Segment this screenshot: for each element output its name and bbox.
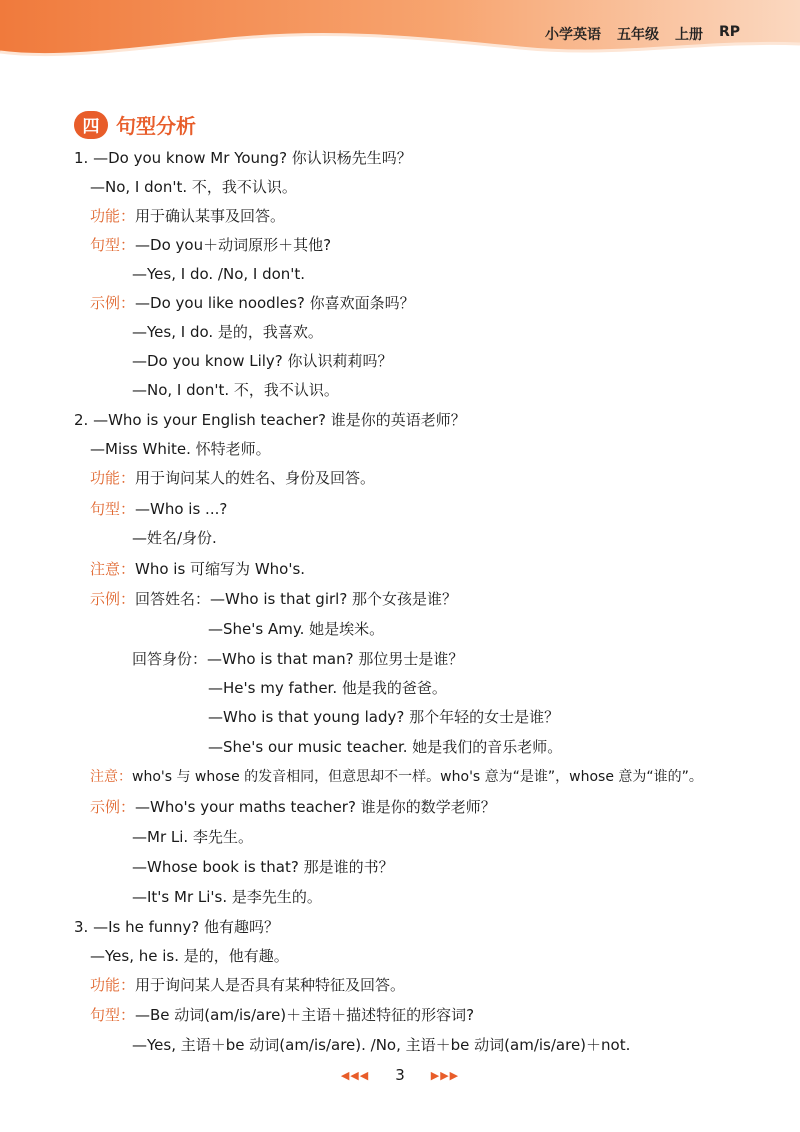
function-label: 功能： [90, 469, 136, 487]
item1-example [90, 293, 415, 313]
item2-example-identity-line2: —He's my father. 他是我的爸爸。 [208, 679, 447, 697]
item2-example2-line4: —It's Mr Li's. 是李先生的。 [132, 888, 322, 906]
item2-pattern-line2: —姓名/身份. [132, 529, 217, 547]
edition-label: RP [718, 24, 740, 40]
section-heading [74, 110, 196, 139]
subject-label: 小学英语 [544, 27, 601, 43]
item2-example2-line2: —Mr Li. 李先生。 [132, 828, 253, 846]
item1-function-text: 用于确认某事及回答。 [135, 207, 286, 225]
item2-note2-text: who's 与 whose 的发音相同，但意思却不一样。who's 意为“是谁”，whose 意为“谁的”。 [132, 769, 703, 785]
function-label: 功能： [90, 207, 136, 225]
item2-pattern-line1: —Who is ...? [135, 500, 228, 518]
item2-answer: —Miss White. 怀特老师。 [90, 440, 271, 458]
item1-example-line1: —Do you like noodles? 你喜欢面条吗？ [135, 294, 415, 312]
item2-pattern [90, 499, 227, 519]
item2-example-identity-line3: —Who is that young lady? 那个年轻的女士是谁？ [208, 708, 560, 726]
item2-example2 [90, 797, 496, 817]
item1-example-line2: —Yes, I do. 是的，我喜欢。 [132, 323, 323, 341]
grade-label: 五年级 [616, 27, 659, 43]
item3-function-text: 用于询问某人是否具有某种特征及回答。 [135, 976, 406, 994]
page-header [0, 0, 800, 72]
item2-function-text: 用于询问某人的姓名、身份及回答。 [135, 469, 376, 487]
item1-question: 1. —Do you know Mr Young? 你认识杨先生吗？ [74, 149, 412, 167]
item2-example-identity [132, 649, 463, 669]
pattern-label: 句型： [90, 1006, 136, 1024]
item2-example-name [90, 589, 457, 609]
example-label: 示例： [90, 294, 136, 312]
note-label: 注意： [90, 560, 136, 578]
pattern-label: 句型： [90, 500, 136, 518]
item1-pattern [90, 235, 331, 255]
item2-example2-line3: —Whose book is that? 那是谁的书？ [132, 858, 394, 876]
item2-example-identity-line1: —Who is that man? 那位男士是谁？ [207, 650, 464, 668]
item3-pattern-line2: —Yes, 主语＋be 动词(am/is/are). /No, 主语＋be 动词(am/is/are)＋not. [132, 1036, 631, 1054]
item1-example-line3: —Do you know Lily? 你认识莉莉吗？ [132, 352, 393, 370]
item2-note1 [90, 559, 305, 579]
item3-pattern [90, 1005, 474, 1025]
item1-example-line4: —No, I don't. 不，我不认识。 [132, 381, 339, 399]
item3-question: 3. —Is he funny? 他有趣吗？ [74, 918, 279, 936]
section-title: 句型分析 [116, 114, 196, 138]
item2-example2-line1: —Who's your maths teacher? 谁是你的数学老师？ [135, 798, 496, 816]
item1-function [90, 206, 285, 226]
item3-answer: —Yes, he is. 是的，他有趣。 [90, 947, 289, 965]
item1-answer: —No, I don't. 不，我不认识。 [90, 178, 297, 196]
item2-example-name-line1: —Who is that girl? 那个女孩是谁？ [210, 590, 458, 608]
example-label: 示例： [90, 590, 136, 608]
book-info [545, 24, 740, 44]
answer-name-label: 回答姓名： [135, 590, 211, 608]
section-number-badge: 四 [74, 111, 108, 139]
volume-label: 上册 [674, 27, 703, 43]
page-footer [0, 1066, 800, 1084]
item2-question: 2. —Who is your English teacher? 谁是你的英语老师？ [74, 411, 466, 429]
item3-pattern-line1: —Be 动词(am/is/are)＋主语＋描述特征的形容词? [135, 1006, 475, 1024]
item1-pattern-line2: —Yes, I do. /No, I don't. [132, 265, 306, 283]
item2-note1-text: Who is 可缩写为 Who's. [135, 560, 306, 578]
function-label: 功能： [90, 976, 136, 994]
item2-example-name-line2: —She's Amy. 她是埃米。 [208, 620, 385, 638]
item2-function [90, 468, 375, 488]
item2-example-identity-line4: —She's our music teacher. 她是我们的音乐老师。 [208, 738, 563, 756]
left-arrows-icon: ◀◀◀ [340, 1068, 370, 1082]
item2-note2 [90, 767, 703, 787]
item3-function [90, 975, 405, 995]
page-number: 3 [395, 1066, 405, 1084]
item1-pattern-line1: —Do you＋动词原形＋其他? [135, 236, 332, 254]
pattern-label: 句型： [90, 236, 136, 254]
right-arrows-icon: ▶▶▶ [430, 1068, 460, 1082]
example-label: 示例： [90, 798, 136, 816]
answer-identity-label: 回答身份： [132, 650, 208, 668]
note-label: 注意： [90, 769, 132, 785]
